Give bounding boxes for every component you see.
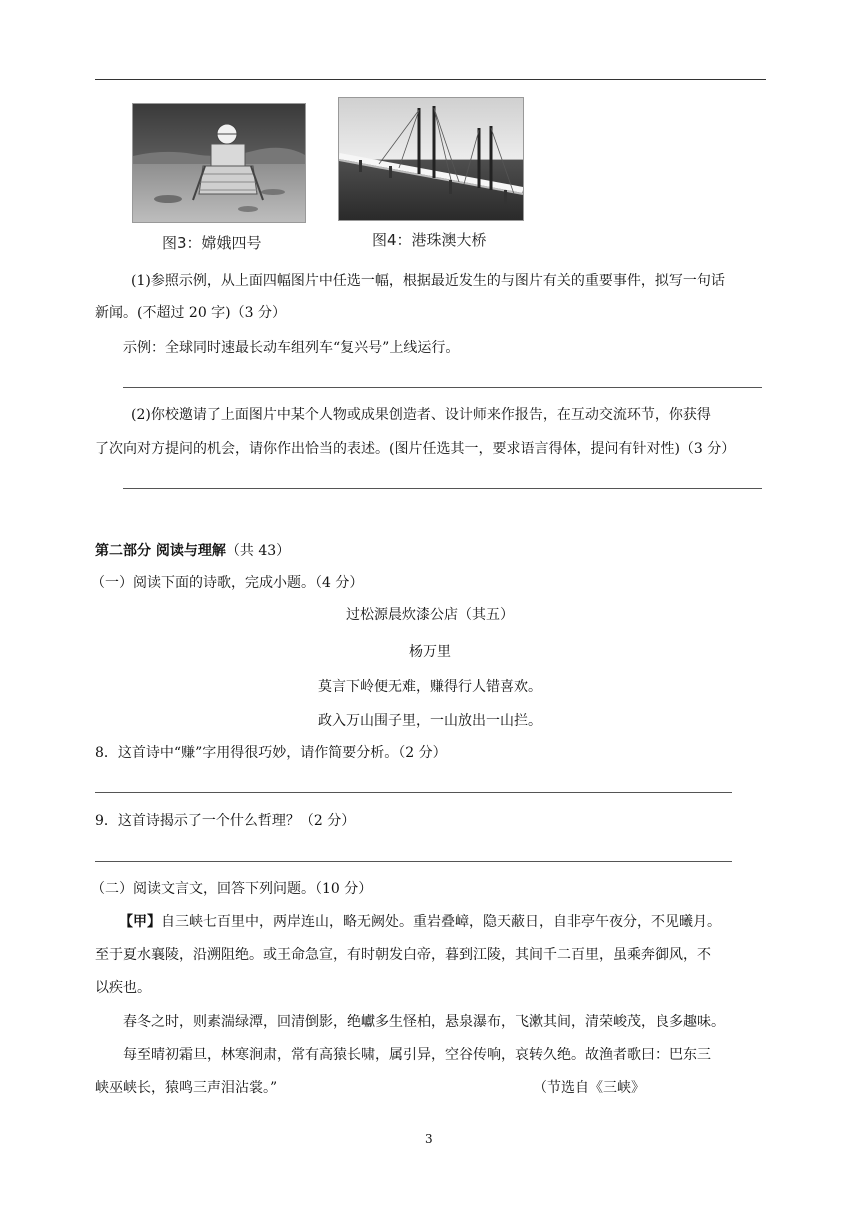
- poem-author: 杨万里: [409, 644, 451, 660]
- hong-kong-zhuhai-macao-bridge-photo: [338, 97, 524, 221]
- passage-p3-line2: 峡巫峡长，猿鸣三声泪沾裳。”: [95, 1080, 278, 1096]
- q2-prompt-line1: (2)你校邀请了上面图片中某个人物或成果创造者、设计师来作报告，在互动交流环节，你获得: [131, 407, 711, 423]
- poem-title: 过松源晨炊漆公店（其五）: [346, 607, 514, 623]
- q1-prompt-line1: (1)参照示例，从上面四幅图片中任选一幅，根据最近发生的与图片有关的重要事件，拟写一句话: [131, 273, 725, 289]
- q1-prompt-line2: 新闻。(不超过 20 字)（3 分）: [95, 305, 286, 321]
- passage-p1-line2: 至于夏水襄陵，沿溯阻绝。或王命急宣，有时朝发白帝，暮到江陵，其间千二百里，虽乘奔御风，不: [95, 947, 711, 963]
- passage-jia-label: 【甲】: [119, 914, 161, 930]
- section1-heading: （一）阅读下面的诗歌，完成小题。（4 分）: [91, 575, 364, 591]
- q9-answer-line[interactable]: [95, 861, 732, 862]
- passage-p1-text1: 自三峡七百里中，两岸连山，略无阙处。重岩叠嶂，隐天蔽日，自非亭午夜分，不见曦月。: [161, 914, 721, 930]
- q8-prompt: 8．这首诗中“赚”字用得很巧妙，请作简要分析。（2 分）: [95, 745, 447, 761]
- passage-p3-line1: 每至晴初霜旦，林寒涧肃，常有高猿长啸，属引异，空谷传响，哀转久绝。故渔者歌曰：巴东三: [123, 1047, 711, 1063]
- q9-prompt: 9．这首诗揭示了一个什么哲理？（2 分）: [95, 813, 356, 829]
- poem-line-1: 莫言下岭便无难，赚得行人错喜欢。: [318, 679, 542, 695]
- part2-title: 第二部分 阅读与理解: [95, 543, 226, 559]
- passage-jia-line1: [119, 912, 721, 932]
- q8-answer-line[interactable]: [95, 792, 732, 793]
- passage-p1-line3: 以疾也。: [95, 980, 151, 996]
- part2-score: （共 43）: [225, 543, 291, 559]
- q2-answer-line[interactable]: [123, 488, 762, 489]
- chang-e-4-photo: [132, 103, 306, 223]
- poem-line-2: 政入万山围子里，一山放出一山拦。: [318, 713, 542, 729]
- passage-p2: 春冬之时，则素湍绿潭，回清倒影，绝巘多生怪柏，悬泉瀑布，飞漱其间，清荣峻茂，良多趣味。: [123, 1014, 725, 1030]
- part2-heading: [95, 541, 290, 561]
- header-rule: [95, 79, 766, 80]
- page-number: 3: [425, 1132, 433, 1146]
- figure-4-caption: 图4：港珠澳大桥: [372, 231, 487, 249]
- passage-source: （节选自《三峡》: [533, 1080, 645, 1096]
- q1-example: 示例：全球同时速最长动车组列车“复兴号”上线运行。: [123, 340, 460, 356]
- q1-answer-line[interactable]: [123, 387, 762, 388]
- section2-heading: （二）阅读文言文，回答下列问题。（10 分）: [91, 881, 373, 897]
- q2-prompt-line2: 了次向对方提问的机会，请你作出恰当的表述。(图片任选其一，要求语言得体，提问有针对性)（3 分）: [95, 441, 736, 457]
- figure-3-caption: 图3：嫦娥四号: [162, 234, 262, 252]
